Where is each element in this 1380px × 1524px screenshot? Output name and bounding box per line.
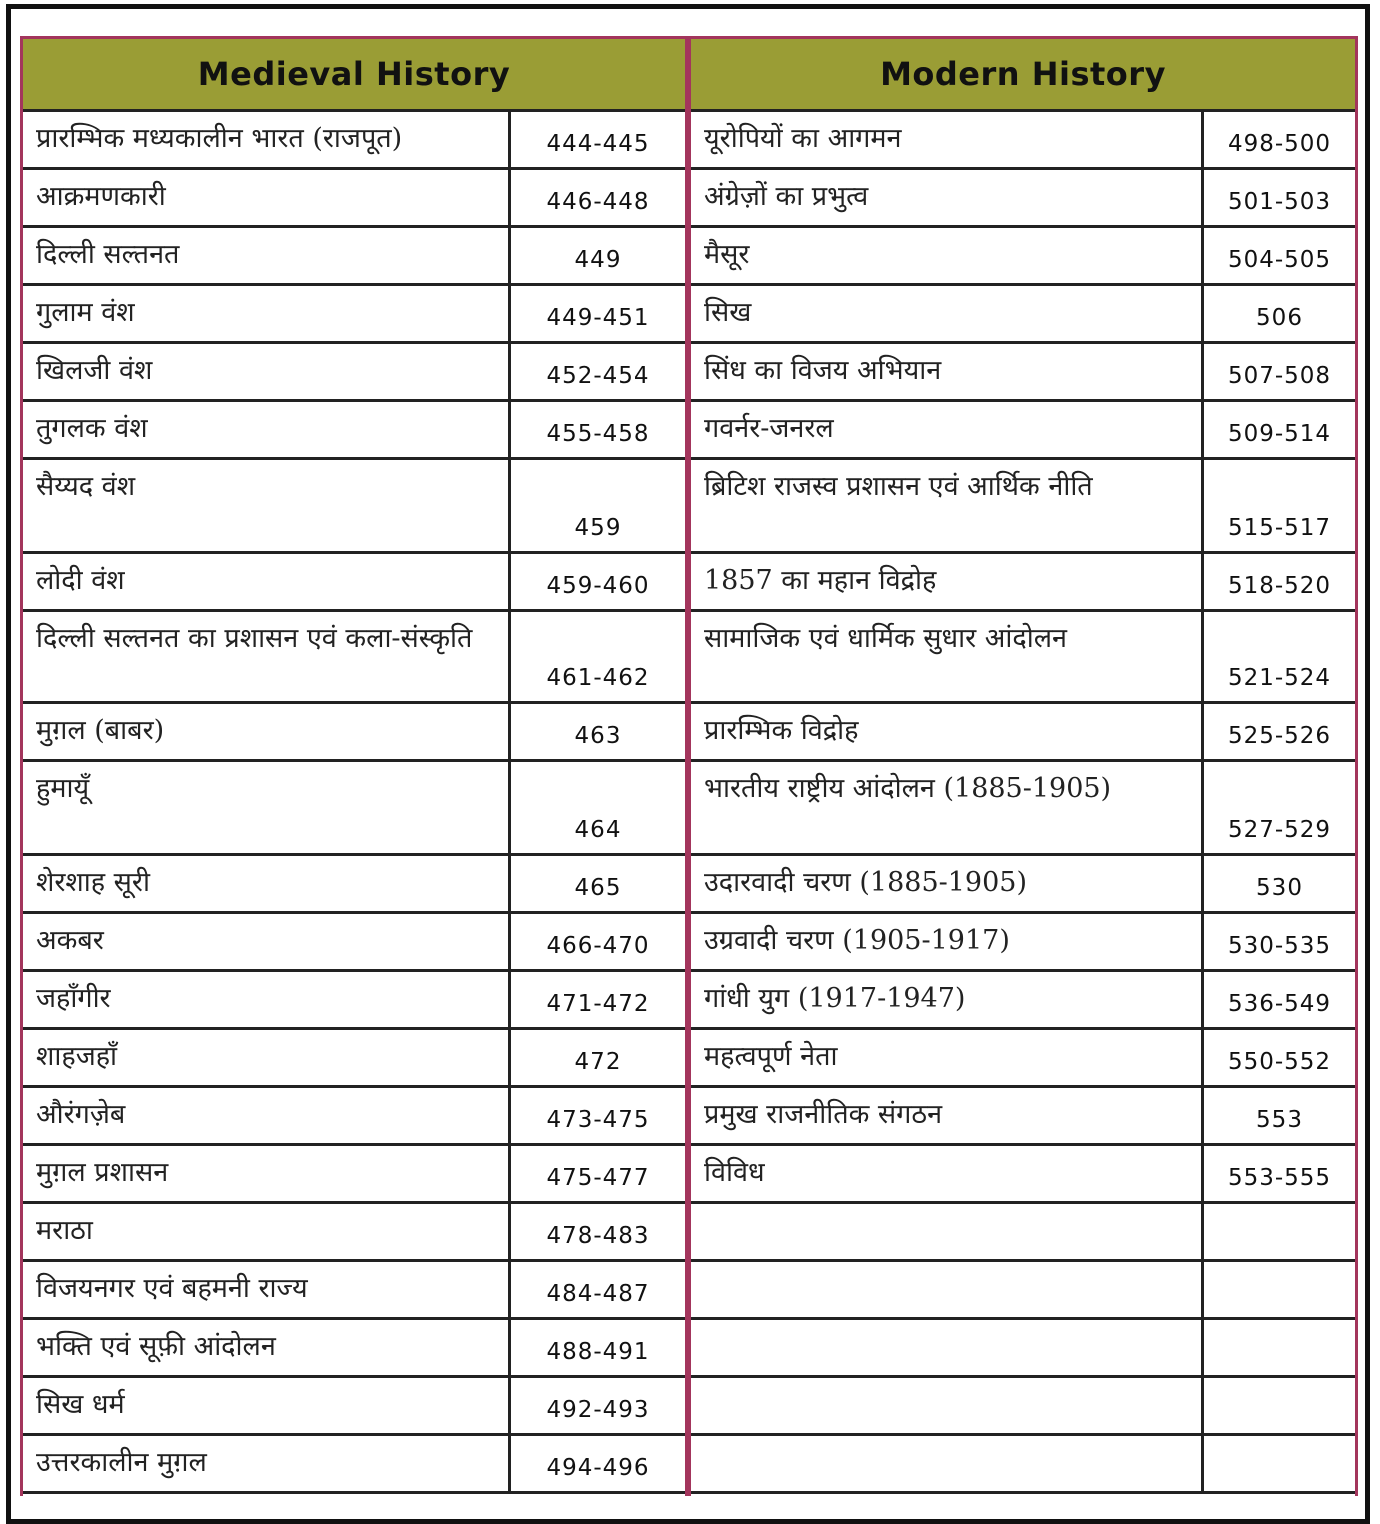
modern-page-range: 504-505 xyxy=(1201,228,1355,283)
modern-topic-title: महत्वपूर्ण नेता xyxy=(704,1041,838,1072)
medieval-table-row xyxy=(23,704,685,762)
modern-table-row xyxy=(691,1146,1355,1204)
modern-table-row xyxy=(691,460,1355,554)
modern-page-range: 530-535 xyxy=(1201,914,1355,969)
medieval-history-heading: Medieval History xyxy=(23,39,685,112)
modern-table-row xyxy=(691,1030,1355,1088)
modern-table-row xyxy=(691,972,1355,1030)
modern-topic-title: 1857 का महान विद्रोह xyxy=(704,565,937,596)
modern-page-range xyxy=(1201,1204,1355,1259)
modern-page-range: 530 xyxy=(1201,856,1355,911)
modern-history-heading: Modern History xyxy=(691,39,1355,112)
modern-page-range: 498-500 xyxy=(1201,112,1355,167)
medieval-table-row xyxy=(23,1320,685,1378)
medieval-page-range: 492-493 xyxy=(508,1378,685,1433)
medieval-topic-title: मुग़ल प्रशासन xyxy=(36,1157,169,1188)
modern-topic-title: भारतीय राष्ट्रीय आंदोलन (1885-1905) xyxy=(704,773,1112,804)
modern-topic-title: यूरोपियों का आगमन xyxy=(704,123,902,154)
medieval-table-row xyxy=(23,1262,685,1320)
medieval-topic-title: सैय्यद वंश xyxy=(36,471,136,502)
medieval-topic-title: अकबर xyxy=(36,925,104,956)
modern-table-row xyxy=(691,112,1355,170)
modern-topic-title: प्रमुख राजनीतिक संगठन xyxy=(704,1099,943,1130)
medieval-table-row xyxy=(23,112,685,170)
modern-page-range: 521-524 xyxy=(1201,612,1355,701)
modern-page-range: 506 xyxy=(1201,286,1355,341)
modern-table-row xyxy=(691,1378,1355,1436)
medieval-page-range: 464 xyxy=(508,762,685,853)
modern-topic-title: विविध xyxy=(704,1157,765,1188)
modern-topic-title: सामाजिक एवं धार्मिक सुधार आंदोलन xyxy=(704,623,1068,654)
medieval-table-row xyxy=(23,1088,685,1146)
medieval-page-range: 465 xyxy=(508,856,685,911)
medieval-topic-title: शाहजहाँ xyxy=(36,1041,118,1072)
medieval-topic-title: तुगलक वंश xyxy=(36,413,148,444)
medieval-page-range: 444-445 xyxy=(508,112,685,167)
medieval-table-row xyxy=(23,856,685,914)
modern-table-row xyxy=(691,554,1355,612)
medieval-table-row xyxy=(23,554,685,612)
modern-page-range: 525-526 xyxy=(1201,704,1355,759)
modern-table-row xyxy=(691,1204,1355,1262)
modern-table-row xyxy=(691,762,1355,856)
modern-page-range: 536-549 xyxy=(1201,972,1355,1027)
medieval-page-range: 461-462 xyxy=(508,612,685,701)
modern-page-range: 515-517 xyxy=(1201,460,1355,551)
modern-topic-title: उदारवादी चरण (1885-1905) xyxy=(704,867,1027,898)
modern-page-range: 527-529 xyxy=(1201,762,1355,853)
medieval-topic-title: उत्तरकालीन मुग़ल xyxy=(36,1447,207,1478)
modern-table-row xyxy=(691,1262,1355,1320)
modern-history-panel xyxy=(688,36,1358,1496)
modern-table-row xyxy=(691,228,1355,286)
medieval-table-row xyxy=(23,460,685,554)
medieval-page-range: 475-477 xyxy=(508,1146,685,1201)
medieval-table-row xyxy=(23,914,685,972)
medieval-table-row xyxy=(23,1146,685,1204)
medieval-table-row xyxy=(23,286,685,344)
medieval-page-range: 455-458 xyxy=(508,402,685,457)
modern-page-range: 509-514 xyxy=(1201,402,1355,457)
modern-topic-title: सिंध का विजय अभियान xyxy=(704,355,942,386)
medieval-topic-title: मराठा xyxy=(36,1215,93,1246)
medieval-page-range: 494-496 xyxy=(508,1436,685,1491)
modern-topic-title: गवर्नर-जनरल xyxy=(704,413,834,444)
medieval-table-row xyxy=(23,972,685,1030)
medieval-page-range: 449-451 xyxy=(508,286,685,341)
medieval-page-range: 488-491 xyxy=(508,1320,685,1375)
medieval-topic-title: खिलजी वंश xyxy=(36,355,153,386)
medieval-topic-title: औरंगज़ेब xyxy=(36,1099,126,1130)
medieval-page-range: 459-460 xyxy=(508,554,685,609)
medieval-topic-title: सिख धर्म xyxy=(36,1389,125,1420)
modern-topic-title: प्रारम्भिक विद्रोह xyxy=(704,715,859,746)
medieval-topic-title: विजयनगर एवं बहमनी राज्य xyxy=(36,1273,308,1304)
modern-table-row xyxy=(691,286,1355,344)
medieval-table-row xyxy=(23,1436,685,1494)
medieval-table-row xyxy=(23,1030,685,1088)
medieval-page-range: 446-448 xyxy=(508,170,685,225)
medieval-table-row xyxy=(23,1378,685,1436)
medieval-page-range: 452-454 xyxy=(508,344,685,399)
medieval-table-row xyxy=(23,762,685,856)
medieval-topic-title: दिल्ली सल्तनत का प्रशासन एवं कला-संस्कृति xyxy=(36,623,473,654)
medieval-page-range: 473-475 xyxy=(508,1088,685,1143)
modern-page-range xyxy=(1201,1262,1355,1317)
medieval-page-range: 484-487 xyxy=(508,1262,685,1317)
medieval-table-row xyxy=(23,402,685,460)
modern-table-row xyxy=(691,856,1355,914)
modern-page-range xyxy=(1201,1436,1355,1491)
medieval-topic-title: जहाँगीर xyxy=(36,983,111,1014)
modern-page-range: 507-508 xyxy=(1201,344,1355,399)
medieval-page-range: 471-472 xyxy=(508,972,685,1027)
modern-page-range xyxy=(1201,1378,1355,1433)
medieval-topic-title: गुलाम वंश xyxy=(36,297,135,328)
modern-topic-title: मैसूर xyxy=(704,239,750,270)
modern-table-row xyxy=(691,1320,1355,1378)
modern-table-row xyxy=(691,704,1355,762)
modern-page-range: 518-520 xyxy=(1201,554,1355,609)
modern-table-row xyxy=(691,170,1355,228)
modern-page-range xyxy=(1201,1320,1355,1375)
modern-table-row xyxy=(691,402,1355,460)
medieval-topic-title: भक्ति एवं सूफ़ी आंदोलन xyxy=(36,1331,276,1362)
medieval-table-row xyxy=(23,228,685,286)
medieval-table-row xyxy=(23,344,685,402)
medieval-topic-title: हुमायूँ xyxy=(36,773,90,804)
medieval-history-panel xyxy=(20,36,688,1496)
modern-table-row xyxy=(691,1088,1355,1146)
medieval-page-range: 459 xyxy=(508,460,685,551)
medieval-page-range: 449 xyxy=(508,228,685,283)
modern-table-row xyxy=(691,344,1355,402)
medieval-topic-title: मुग़ल (बाबर) xyxy=(36,715,165,746)
modern-page-range: 553-555 xyxy=(1201,1146,1355,1201)
medieval-page-range: 472 xyxy=(508,1030,685,1085)
modern-page-range: 553 xyxy=(1201,1088,1355,1143)
medieval-topic-title: लोदी वंश xyxy=(36,565,125,596)
medieval-table-row xyxy=(23,612,685,704)
medieval-page-range: 466-470 xyxy=(508,914,685,969)
medieval-page-range: 478-483 xyxy=(508,1204,685,1259)
medieval-topic-title: शेरशाह सूरी xyxy=(36,867,150,898)
medieval-topic-title: प्रारम्भिक मध्यकालीन भारत (राजपूत) xyxy=(36,123,403,154)
medieval-table-row xyxy=(23,170,685,228)
medieval-page-range: 463 xyxy=(508,704,685,759)
modern-page-range: 550-552 xyxy=(1201,1030,1355,1085)
medieval-table-row xyxy=(23,1204,685,1262)
modern-topic-title: गांधी युग (1917-1947) xyxy=(704,983,966,1014)
modern-topic-title: अंग्रेज़ों का प्रभुत्व xyxy=(704,181,869,212)
modern-topic-title: सिख xyxy=(704,297,752,328)
modern-table-row xyxy=(691,1436,1355,1494)
modern-topic-title: उग्रवादी चरण (1905-1917) xyxy=(704,925,1010,956)
modern-table-row xyxy=(691,914,1355,972)
modern-table-row xyxy=(691,612,1355,704)
modern-page-range: 501-503 xyxy=(1201,170,1355,225)
medieval-topic-title: आक्रमणकारी xyxy=(36,181,166,212)
medieval-topic-title: दिल्ली सल्तनत xyxy=(36,239,180,270)
modern-topic-title: ब्रिटिश राजस्व प्रशासन एवं आर्थिक नीति xyxy=(704,471,1093,502)
